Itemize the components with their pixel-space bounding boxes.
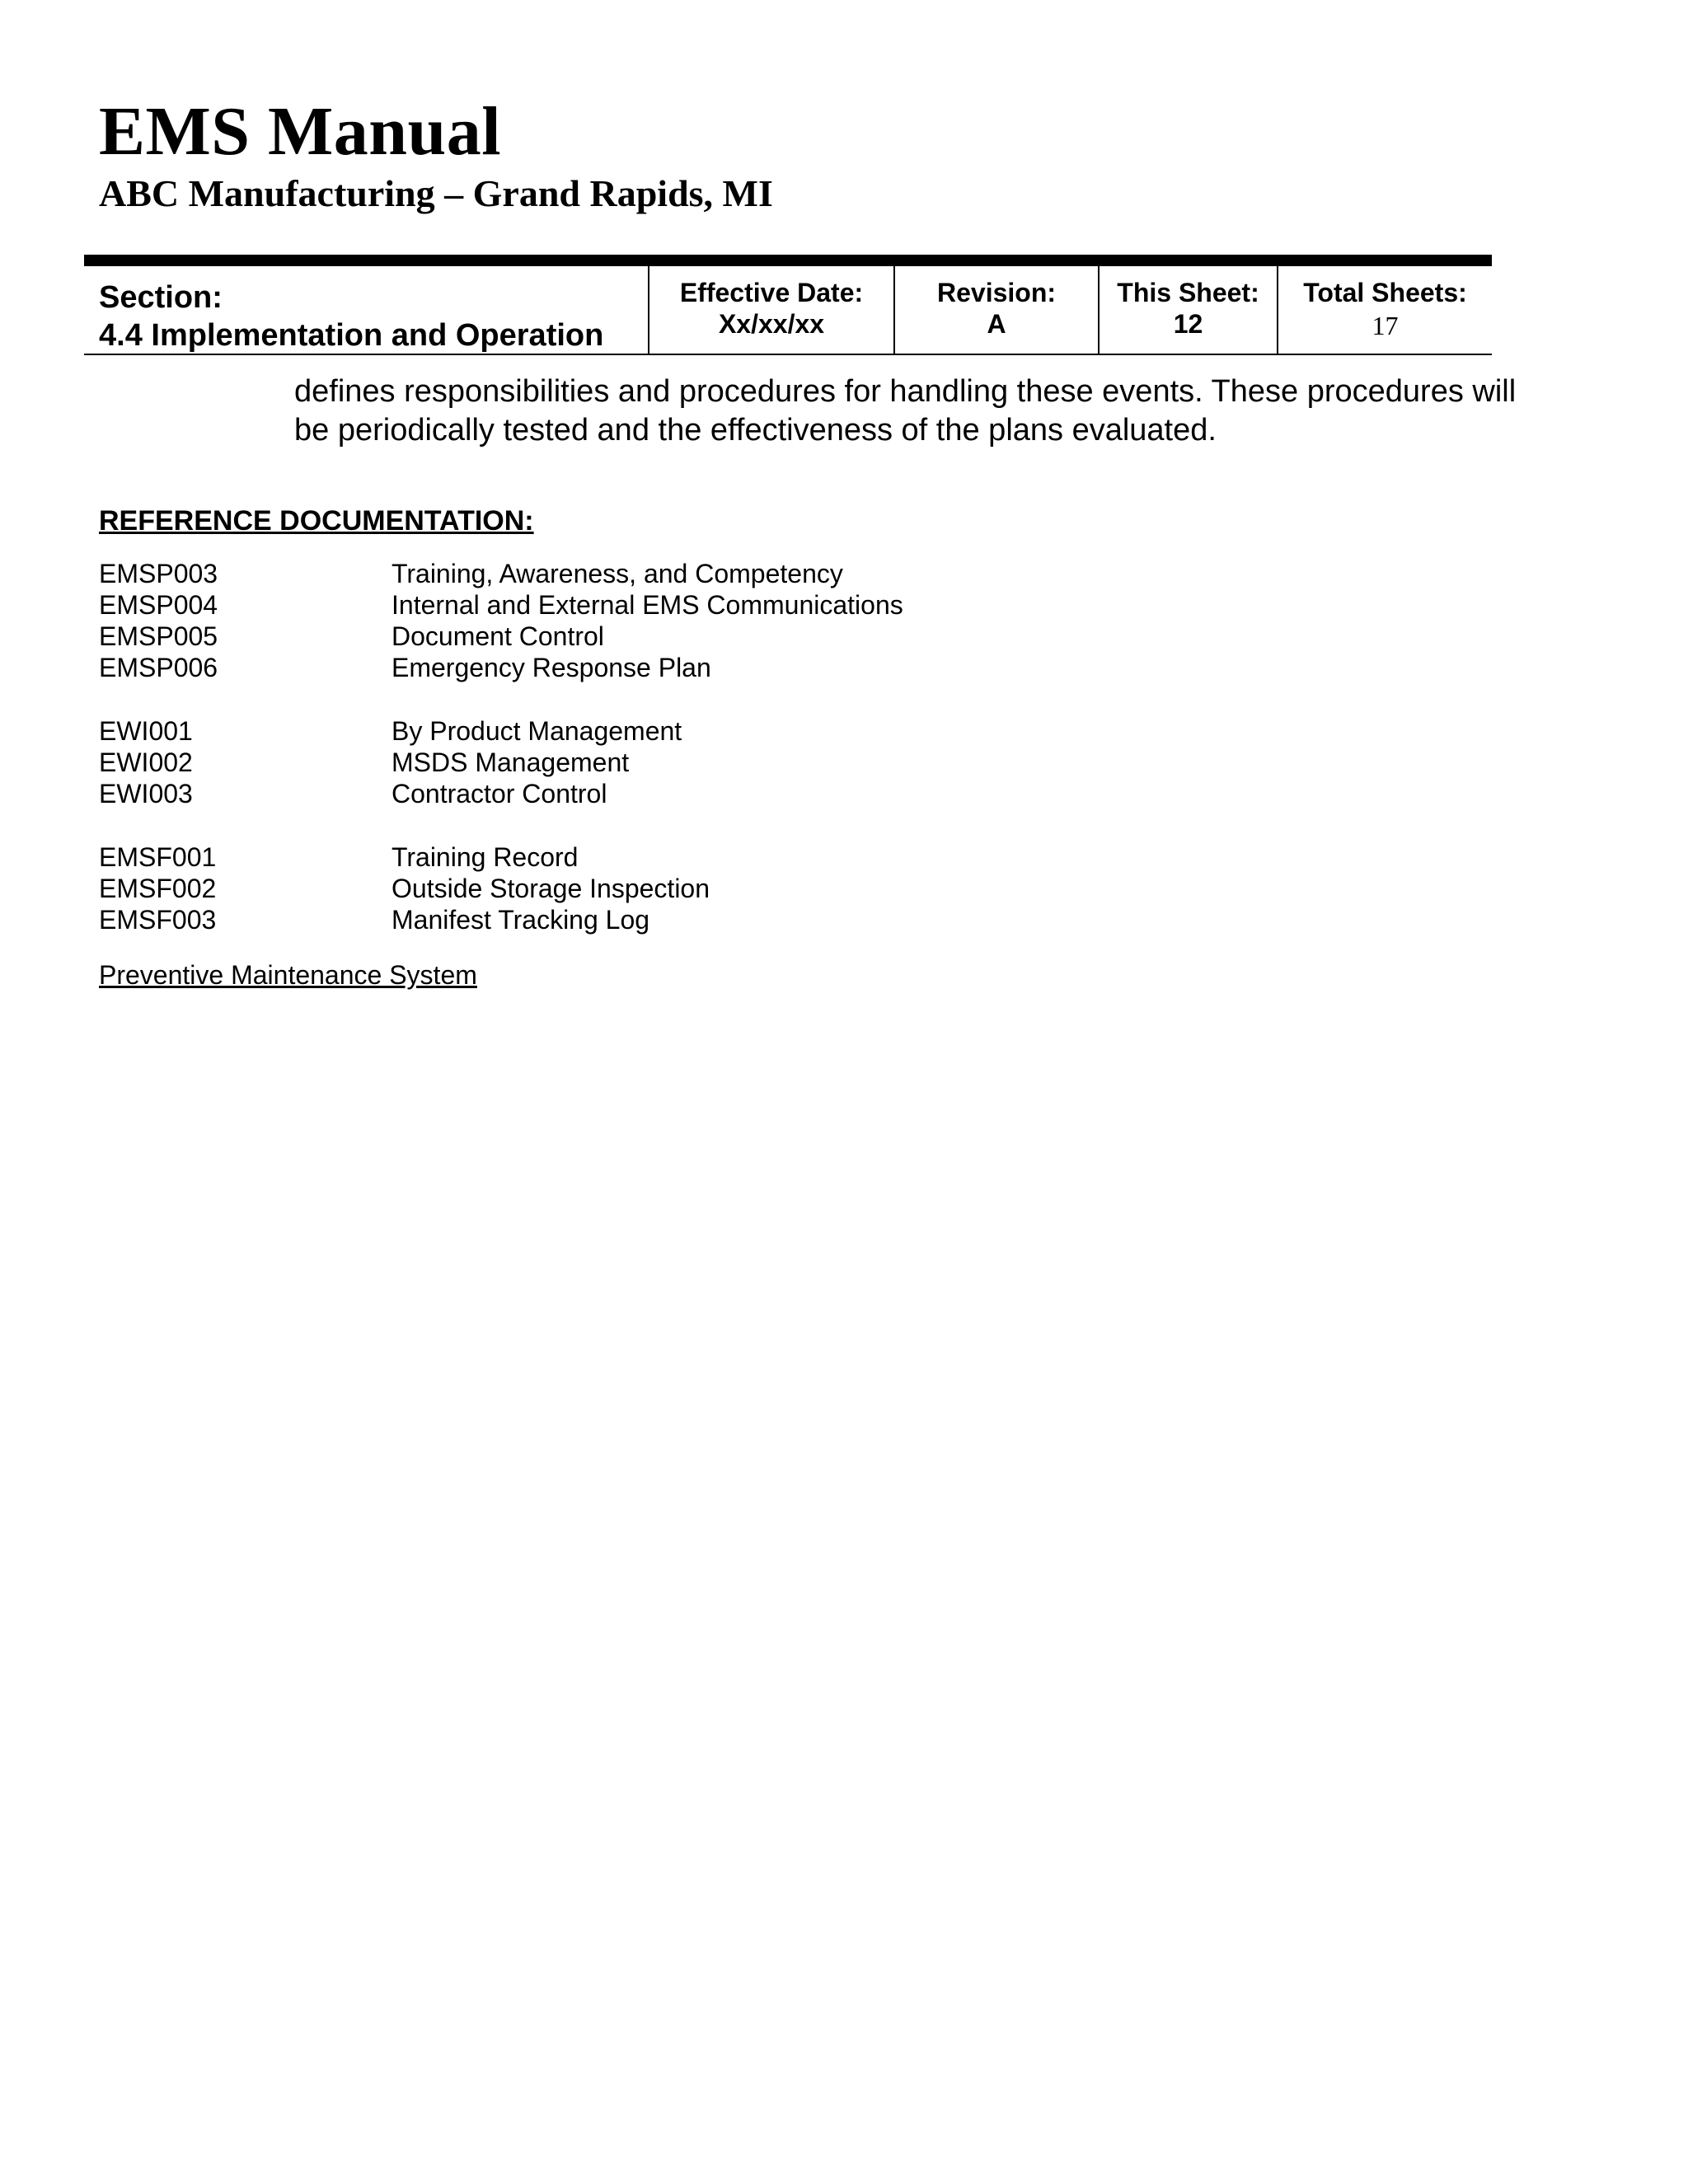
- reference-row: [99, 621, 903, 652]
- preventive-maintenance-link[interactable]: Preventive Maintenance System: [99, 960, 477, 990]
- reference-title: Outside Storage Inspection: [392, 874, 710, 903]
- total-sheets-value: 17: [1372, 310, 1399, 340]
- this-sheet-cell: [1098, 266, 1277, 354]
- reference-title: Internal and External EMS Communications: [392, 590, 903, 620]
- reference-row: [99, 747, 682, 778]
- effective-date-label: Effective Date:: [679, 278, 864, 307]
- section-label: Section:: [99, 280, 223, 315]
- section-value: 4.4 Implementation and Operation: [99, 317, 604, 353]
- reference-title: Manifest Tracking Log: [392, 905, 650, 935]
- reference-code: EMSP003: [99, 559, 218, 588]
- revision-label: Revision:: [936, 278, 1057, 307]
- this-sheet-value: 12: [1173, 308, 1203, 339]
- reference-code: EWI003: [99, 779, 193, 808]
- reference-row: [99, 715, 682, 747]
- reference-code: EMSP006: [99, 653, 218, 682]
- reference-heading: REFERENCE DOCUMENTATION:: [99, 505, 534, 537]
- reference-code: EMSP005: [99, 621, 218, 651]
- effective-date-value: Xx/xx/xx: [718, 308, 825, 339]
- effective-date-cell: [648, 266, 893, 354]
- reference-title: Document Control: [392, 621, 604, 651]
- reference-group-procedures: [99, 558, 903, 683]
- reference-row: [99, 589, 903, 621]
- reference-group-work-instructions: [99, 715, 682, 809]
- reference-title: Contractor Control: [392, 779, 607, 808]
- reference-code: EWI002: [99, 748, 193, 777]
- total-sheets-label: Total Sheets:: [1303, 278, 1467, 307]
- reference-row: [99, 652, 903, 683]
- document-subtitle: ABC Manufacturing – Grand Rapids, MI: [99, 172, 773, 214]
- body-paragraph: defines responsibilities and procedures for handling these events. These procedures will be periodically tested and the effectiveness of the plans evaluated.: [294, 374, 1517, 448]
- reference-group-forms: [99, 841, 710, 935]
- revision-value: A: [987, 308, 1006, 339]
- this-sheet-label: This Sheet:: [1117, 278, 1259, 307]
- reference-title: Training, Awareness, and Competency: [392, 559, 843, 588]
- reference-code: EMSF001: [99, 842, 217, 872]
- reference-title: Emergency Response Plan: [392, 653, 711, 682]
- section-cell: [84, 266, 648, 354]
- total-sheets-cell: [1277, 266, 1492, 354]
- reference-title: Training Record: [392, 842, 579, 872]
- reference-code: EMSP004: [99, 590, 218, 620]
- reference-code: EMSF003: [99, 905, 217, 935]
- reference-row: [99, 904, 710, 935]
- reference-title: MSDS Management: [392, 748, 630, 777]
- reference-row: [99, 873, 710, 904]
- reference-row: [99, 558, 903, 589]
- document-title: EMS Manual: [99, 93, 502, 170]
- reference-row: [99, 778, 682, 809]
- reference-title: By Product Management: [392, 716, 682, 746]
- document-info-table: [84, 255, 1492, 355]
- reference-row: [99, 841, 710, 873]
- reference-code: EWI001: [99, 716, 193, 746]
- revision-cell: [893, 266, 1098, 354]
- reference-code: EMSF002: [99, 874, 217, 903]
